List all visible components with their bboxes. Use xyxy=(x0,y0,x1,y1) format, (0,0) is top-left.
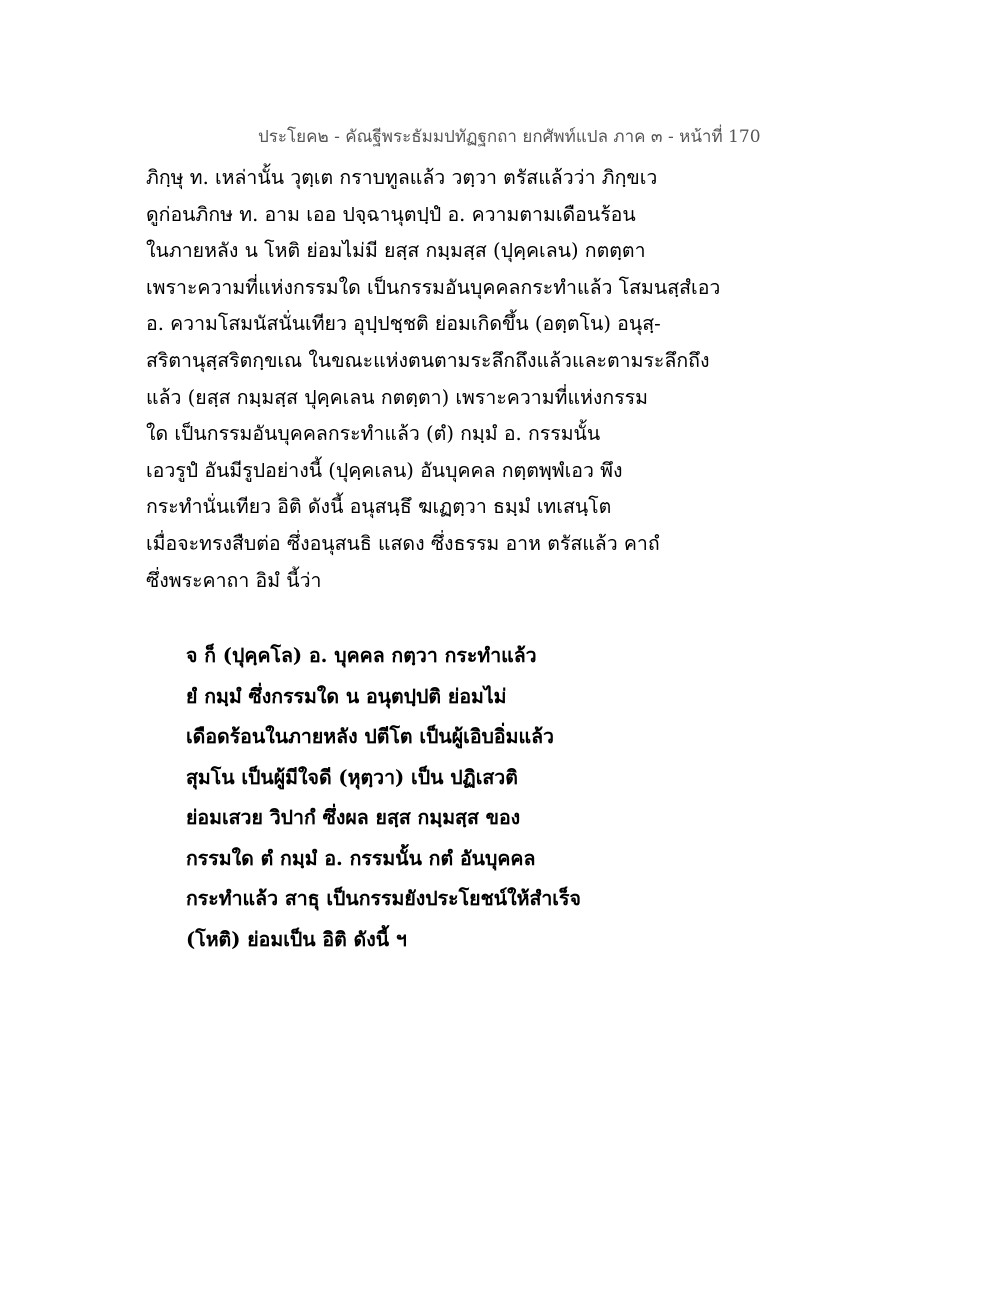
text-line: ในภายหลัง น โหติ ย่อมไม่มี ยสฺส กมฺมสฺส (ปุคฺคเลน) กตตฺตา xyxy=(146,239,646,263)
verse-line: ยํ กมฺมํ ซึ่งกรรมใด น อนุตปฺปติ ย่อมไม่ xyxy=(186,684,507,708)
text-line: เพราะความที่แห่งกรรมใด เป็นกรรมอันบุคคลกระทำแล้ว โสมนสฺสํเอว xyxy=(146,275,721,299)
verse-line: เดือดร้อนในภายหลัง ปตีโต เป็นผู้เอิบอิ่มแล้ว xyxy=(186,725,554,748)
verse-block xyxy=(186,636,826,960)
verse-line: (โหติ) ย่อมเป็น อิติ ดังนี้ ฯ xyxy=(186,927,407,951)
text-line: สริตานุสฺสริตกฺขเณ ในขณะแห่งตนตามระลึกถึงแล้วและตามระลึกถึง xyxy=(146,348,710,372)
body-paragraph xyxy=(146,160,866,599)
verse-line: ย่อมเสวย วิปากํ ซึ่งผล ยสฺส กมฺมสฺส ของ xyxy=(186,806,521,829)
text-line: ใด เป็นกรรมอันบุคคลกระทำแล้ว (ตํ) กมฺมํ อ. กรรมนั้น xyxy=(146,422,601,446)
text-line: แล้ว (ยสฺส กมฺมสฺส ปุคฺคเลน กตตฺตา) เพราะความที่แห่งกรรม xyxy=(146,385,649,409)
running-header: ประโยค๒ - คัณฐีพระธัมมปทัฏฐกถา ยกศัพท์แปล ภาค ๓ - หน้าที่ 170 xyxy=(258,127,761,147)
verse-line: กรรมใด ตํ กมฺมํ อ. กรรมนั้น กตํ อันบุคคล xyxy=(186,846,536,870)
text-line: กระทำนั่นเทียว อิติ ดังนี้ อนุสนฺธึ ฆเฏตฺวา ธมฺมํ เทเสนฺโต xyxy=(146,495,612,519)
text-line: ดูก่อนภิกษ ท. อาม เออ ปจฺฉานุตปฺปํ อ. ความตามเดือนร้อน xyxy=(146,202,636,226)
verse-line: สุมโน เป็นผู้มีใจดี (หุตฺวา) เป็น ปฏิเสวติ xyxy=(186,765,518,789)
text-line: อ. ความโสมนัสนั่นเทียว อุปฺปชฺชติ ย่อมเกิดขึ้น (อตฺตโน) อนุสฺ- xyxy=(146,312,661,336)
text-line: ภิกฺษุ ท. เหล่านั้น วุตฺเต กราบทูลแล้ว วตฺวา ตรัสแล้วว่า ภิกฺขเว xyxy=(146,166,658,189)
verse-line: กระทำแล้ว สาธุ เป็นกรรมยังประโยชน์ให้สำเร็จ xyxy=(186,887,581,910)
text-line: เมื่อจะทรงสืบต่อ ซึ่งอนุสนธิ แสดง ซึ่งธรรม อาห ตรัสแล้ว คาถํ xyxy=(146,531,660,555)
text-line: ซึ่งพระคาถา อิมํ นี้ว่า xyxy=(146,568,322,592)
verse-line: จ ก็ (ปุคฺคโล) อ. บุคคล กตฺวา กระทำแล้ว xyxy=(186,644,537,667)
text-line: เอวรูปํ อันมีรูปอย่างนี้ (ปุคฺคเลน) อันบุคคล กตฺตพฺพํเอว พึง xyxy=(146,458,623,482)
